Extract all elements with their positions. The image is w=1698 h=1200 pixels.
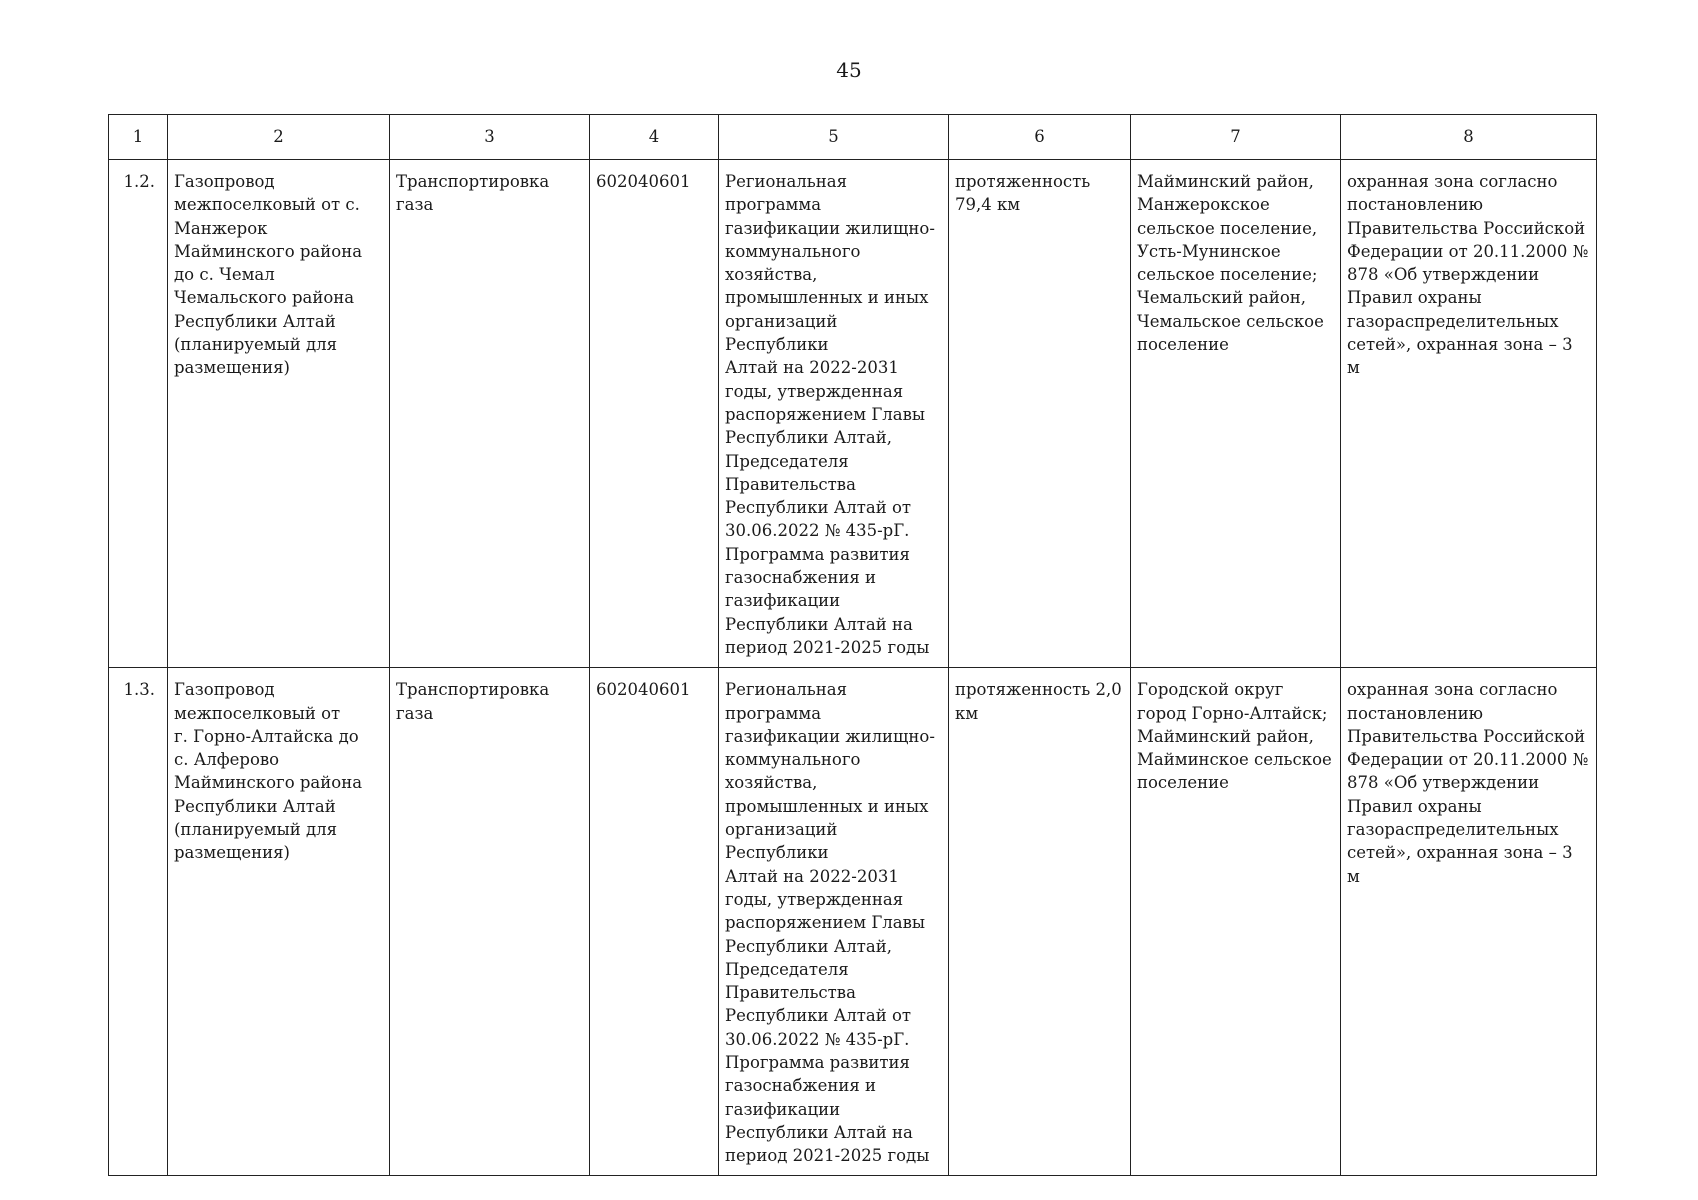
- table-header-row: [109, 115, 1597, 160]
- characteristics-cell: [949, 668, 1131, 1176]
- document-table: [108, 114, 1597, 1176]
- object-name-cell: [168, 668, 390, 1176]
- page-number: 45: [836, 58, 862, 82]
- object-characteristics: протяженность 79,4 км: [955, 172, 1091, 215]
- row-number: 1.3.: [123, 680, 155, 700]
- zone-cell: [1341, 160, 1597, 668]
- code-cell: [590, 160, 719, 668]
- object-location: Городской округ город Горно-Алтайск; Майминский район, Майминское сельское поселение: [1137, 680, 1332, 793]
- row-number-cell: [109, 160, 168, 668]
- object-purpose: Транспортировка газа: [396, 680, 550, 723]
- object-name-cell: [168, 160, 390, 668]
- code-cell: [590, 668, 719, 1176]
- zone-cell: [1341, 668, 1597, 1176]
- row-number-cell: [109, 668, 168, 1176]
- table-row: [109, 160, 1597, 668]
- row-number: 1.2.: [123, 172, 155, 191]
- characteristics-cell: [949, 160, 1131, 668]
- purpose-cell: [390, 160, 590, 668]
- column-header: 1: [109, 115, 168, 160]
- object-characteristics: протяженность 2,0 км: [955, 680, 1122, 723]
- purpose-cell: [390, 668, 590, 1176]
- program-basis: Региональная программа газификации жилищно- коммунального хозяйства, промышленных и иных организаций Республики Алтай на 2022-2031 годы, утвержденная распоряжением Главы Республики Алтай, Председателя Правительства Республики Алтай от 30.06.2022 № 435-рГ. Программа развития газоснабжения и газификации Республики Алтай на период 2021-2025 годы: [725, 172, 935, 657]
- protection-zone: охранная зона согласно постановлению Правительства Российской Федерации от 20.11.2000 № 878 «Об утверждении Правил охраны газораспределительных сетей», охранная зона – 3 м: [1347, 172, 1589, 378]
- object-location: Майминский район, Манжерокское сельское поселение, Усть-Мунинское сельское поселение; Чемальский район, Чемальское сельское поселение: [1137, 172, 1324, 355]
- column-header: 3: [390, 115, 590, 160]
- object-code: 602040601: [596, 172, 691, 191]
- column-header: 2: [168, 115, 390, 160]
- column-header: 4: [590, 115, 719, 160]
- object-name: Газопровод межпоселковый от г. Горно-Алтайска до с. Алферово Майминского района Республики Алтай (планируемый для размещения): [174, 680, 363, 863]
- protection-zone: охранная зона согласно постановлению Правительства Российской Федерации от 20.11.2000 № 878 «Об утверждении Правил охраны газораспределительных сетей», охранная зона – 3 м: [1347, 680, 1589, 886]
- object-purpose: Транспортировка газа: [396, 172, 550, 215]
- column-header: 6: [949, 115, 1131, 160]
- location-cell: [1131, 668, 1341, 1176]
- basis-cell: [719, 668, 949, 1176]
- column-header: 8: [1341, 115, 1597, 160]
- object-name: Газопровод межпоселковый от с. Манжерок Майминского района до с. Чемал Чемальского района Республики Алтай (планируемый для размещения): [174, 172, 363, 378]
- column-header: 5: [719, 115, 949, 160]
- object-code: 602040601: [596, 680, 691, 700]
- column-header: 7: [1131, 115, 1341, 160]
- program-basis: Региональная программа газификации жилищно- коммунального хозяйства, промышленных и иных организаций Республики Алтай на 2022-2031 годы, утвержденная распоряжением Главы Республики Алтай, Председателя Правительства Республики Алтай от 30.06.2022 № 435-рГ. Программа развития газоснабжения и газификации Республики Алтай на период 2021-2025 годы: [725, 680, 935, 1166]
- table-row: [109, 668, 1597, 1176]
- basis-cell: [719, 160, 949, 668]
- location-cell: [1131, 160, 1341, 668]
